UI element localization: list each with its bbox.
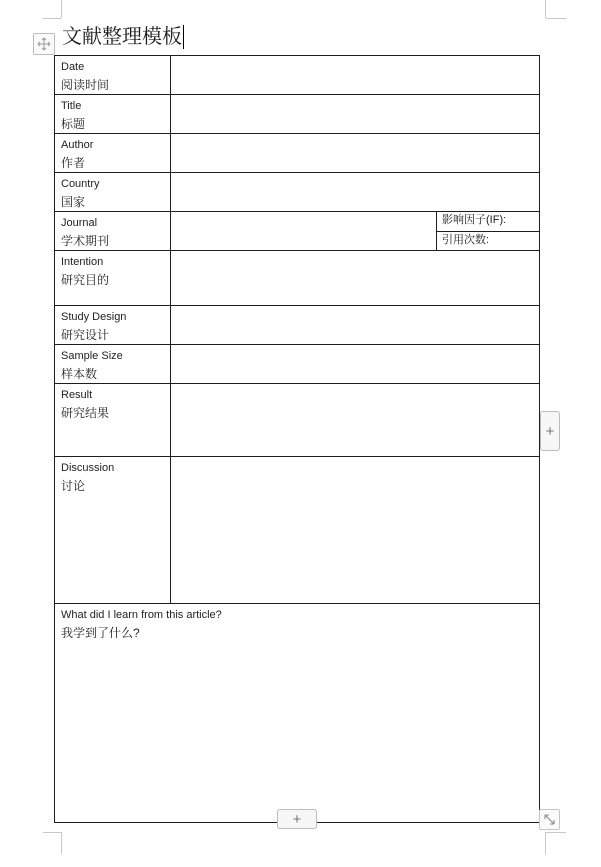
row-label-zh: 样本数 [61, 367, 98, 381]
row-label-zh: 研究结果 [61, 406, 110, 420]
table-row [55, 384, 540, 457]
row-label-en: Date [61, 61, 85, 73]
value-cell-study-design[interactable] [171, 306, 540, 345]
label-cell-date[interactable] [55, 56, 171, 95]
label-cell-study-design[interactable] [55, 306, 171, 345]
table-row [55, 95, 540, 134]
move-icon [37, 37, 51, 51]
row-label-en: Author [61, 139, 94, 151]
value-cell-journal[interactable] [171, 212, 437, 251]
row-label-en: Country [61, 178, 100, 190]
table-row [55, 56, 540, 95]
crop-mark-bottom-left-v [61, 832, 62, 854]
learning-cell[interactable] [55, 604, 540, 823]
crop-mark-top-left-v [61, 0, 62, 18]
add-column-button[interactable] [540, 411, 560, 451]
value-cell-country[interactable] [171, 173, 540, 212]
row-label-en: Title [61, 100, 82, 112]
label-cell-journal[interactable] [55, 212, 171, 251]
row-label-en: Sample Size [61, 350, 123, 362]
impact-factor-cell[interactable] [437, 212, 540, 232]
table-resize-handle[interactable] [539, 809, 560, 830]
row-label-en: Study Design [61, 311, 127, 323]
plus-icon: + [292, 810, 302, 828]
add-row-button[interactable] [277, 809, 317, 829]
crop-mark-top-left-h [43, 18, 61, 19]
table-row [55, 134, 540, 173]
literature-template-table [54, 55, 540, 823]
document-title[interactable] [62, 24, 184, 50]
table-row [55, 345, 540, 384]
label-cell-author[interactable] [55, 134, 171, 173]
value-cell-date[interactable] [171, 56, 540, 95]
value-cell-intention[interactable] [171, 251, 540, 306]
plus-icon: + [545, 422, 555, 440]
label-cell-sample-size[interactable] [55, 345, 171, 384]
row-label-zh: 讨论 [61, 479, 86, 493]
document-title-text: 文献整理模板 [62, 26, 182, 48]
row-label-zh: 我学到了什么? [61, 626, 140, 640]
value-cell-sample-size[interactable] [171, 345, 540, 384]
row-label-en: Intention [61, 256, 104, 268]
table-row [55, 212, 540, 232]
table-row [55, 457, 540, 604]
row-label-zh: 研究目的 [61, 273, 110, 287]
value-cell-discussion[interactable] [171, 457, 540, 604]
table-move-handle[interactable] [33, 33, 55, 55]
row-label-zh: 研究设计 [61, 328, 110, 342]
table-row [55, 173, 540, 212]
label-cell-country[interactable] [55, 173, 171, 212]
table-row [55, 306, 540, 345]
citations-label: 引用次数: [442, 233, 490, 246]
row-label-zh: 作者 [61, 156, 86, 170]
crop-mark-top-right-v [545, 0, 546, 18]
crop-mark-top-right-h [546, 18, 566, 19]
label-cell-discussion[interactable] [55, 457, 171, 604]
row-label-en: Result [61, 389, 93, 401]
label-cell-intention[interactable] [55, 251, 171, 306]
value-cell-title[interactable] [171, 95, 540, 134]
table-row [55, 604, 540, 823]
value-cell-result[interactable] [171, 384, 540, 457]
citations-cell[interactable] [437, 231, 540, 251]
label-cell-result[interactable] [55, 384, 171, 457]
row-label-zh: 国家 [61, 195, 86, 209]
row-label-en: Journal [61, 217, 98, 229]
crop-mark-bottom-left-h [43, 832, 61, 833]
table-row [55, 251, 540, 306]
label-cell-title[interactable] [55, 95, 171, 134]
crop-mark-bottom-right-h [546, 832, 566, 833]
row-label-zh: 阅读时间 [61, 78, 110, 92]
crop-mark-bottom-right-v [545, 832, 546, 854]
text-caret [183, 25, 184, 49]
impact-factor-label: 影响因子(IF): [442, 214, 507, 226]
row-label-en: What did I learn from this article? [61, 609, 222, 621]
row-label-zh: 标题 [61, 117, 86, 131]
value-cell-author[interactable] [171, 134, 540, 173]
row-label-en: Discussion [61, 462, 115, 474]
resize-icon [543, 813, 556, 826]
row-label-zh: 学术期刊 [61, 234, 110, 248]
